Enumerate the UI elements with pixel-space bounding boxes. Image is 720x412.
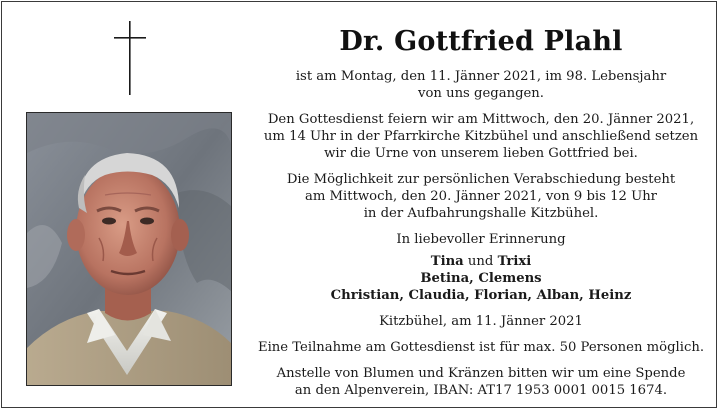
place-date: Kitzbühel, am 11. Jänner 2021 xyxy=(379,314,583,329)
mourner-trixi: Trixi xyxy=(497,254,532,269)
mourners-line-1 xyxy=(256,253,706,270)
portrait-illustration xyxy=(27,113,232,386)
mourners-line-2: Betina, Clemens xyxy=(420,271,542,286)
mourner-tina: Tina xyxy=(430,254,464,269)
mourner-and: und xyxy=(467,254,494,269)
service-line-3: wir die Urne von unserem lieben Gottfried bei. xyxy=(324,146,638,161)
donation-line-1: Anstelle von Blumen und Kränzen bitten wir um eine Spende xyxy=(276,366,686,381)
farewell-line-2: am Mittwoch, den 20. Jänner 2021, von 9 bis 12 Uhr xyxy=(304,189,657,204)
service-line-2: um 14 Uhr in der Pfarrkirche Kitzbühel und anschließend setzen xyxy=(263,129,699,144)
obituary-card xyxy=(1,1,717,408)
service-line-1: Den Gottesdienst feiern wir am Mittwoch, den 20. Jänner 2021, xyxy=(267,112,695,127)
deceased-name: Dr. Gottfried Plahl xyxy=(339,26,623,57)
portrait-photo xyxy=(26,112,232,386)
cross-icon xyxy=(114,21,146,95)
obituary-text xyxy=(256,22,706,399)
memory-label: In liebevoller Erinnerung xyxy=(396,232,566,247)
intro-line-1: ist am Montag, den 11. Jänner 2021, im 98. Lebensjahr xyxy=(295,69,667,84)
donation-line-2: an den Alpenverein, IBAN: AT17 1953 0001 0015 1674. xyxy=(294,383,668,398)
intro-line-2: von uns gegangen. xyxy=(418,86,544,101)
farewell-line-1: Die Möglichkeit zur persönlichen Verabschiedung besteht xyxy=(286,172,676,187)
mourners-line-3: Christian, Claudia, Florian, Alban, Heinz xyxy=(330,288,632,303)
farewell-line-3: in der Aufbahrungshalle Kitzbühel. xyxy=(363,206,599,221)
capacity-note: Eine Teilnahme am Gottesdienst ist für max. 50 Personen möglich. xyxy=(257,340,705,355)
